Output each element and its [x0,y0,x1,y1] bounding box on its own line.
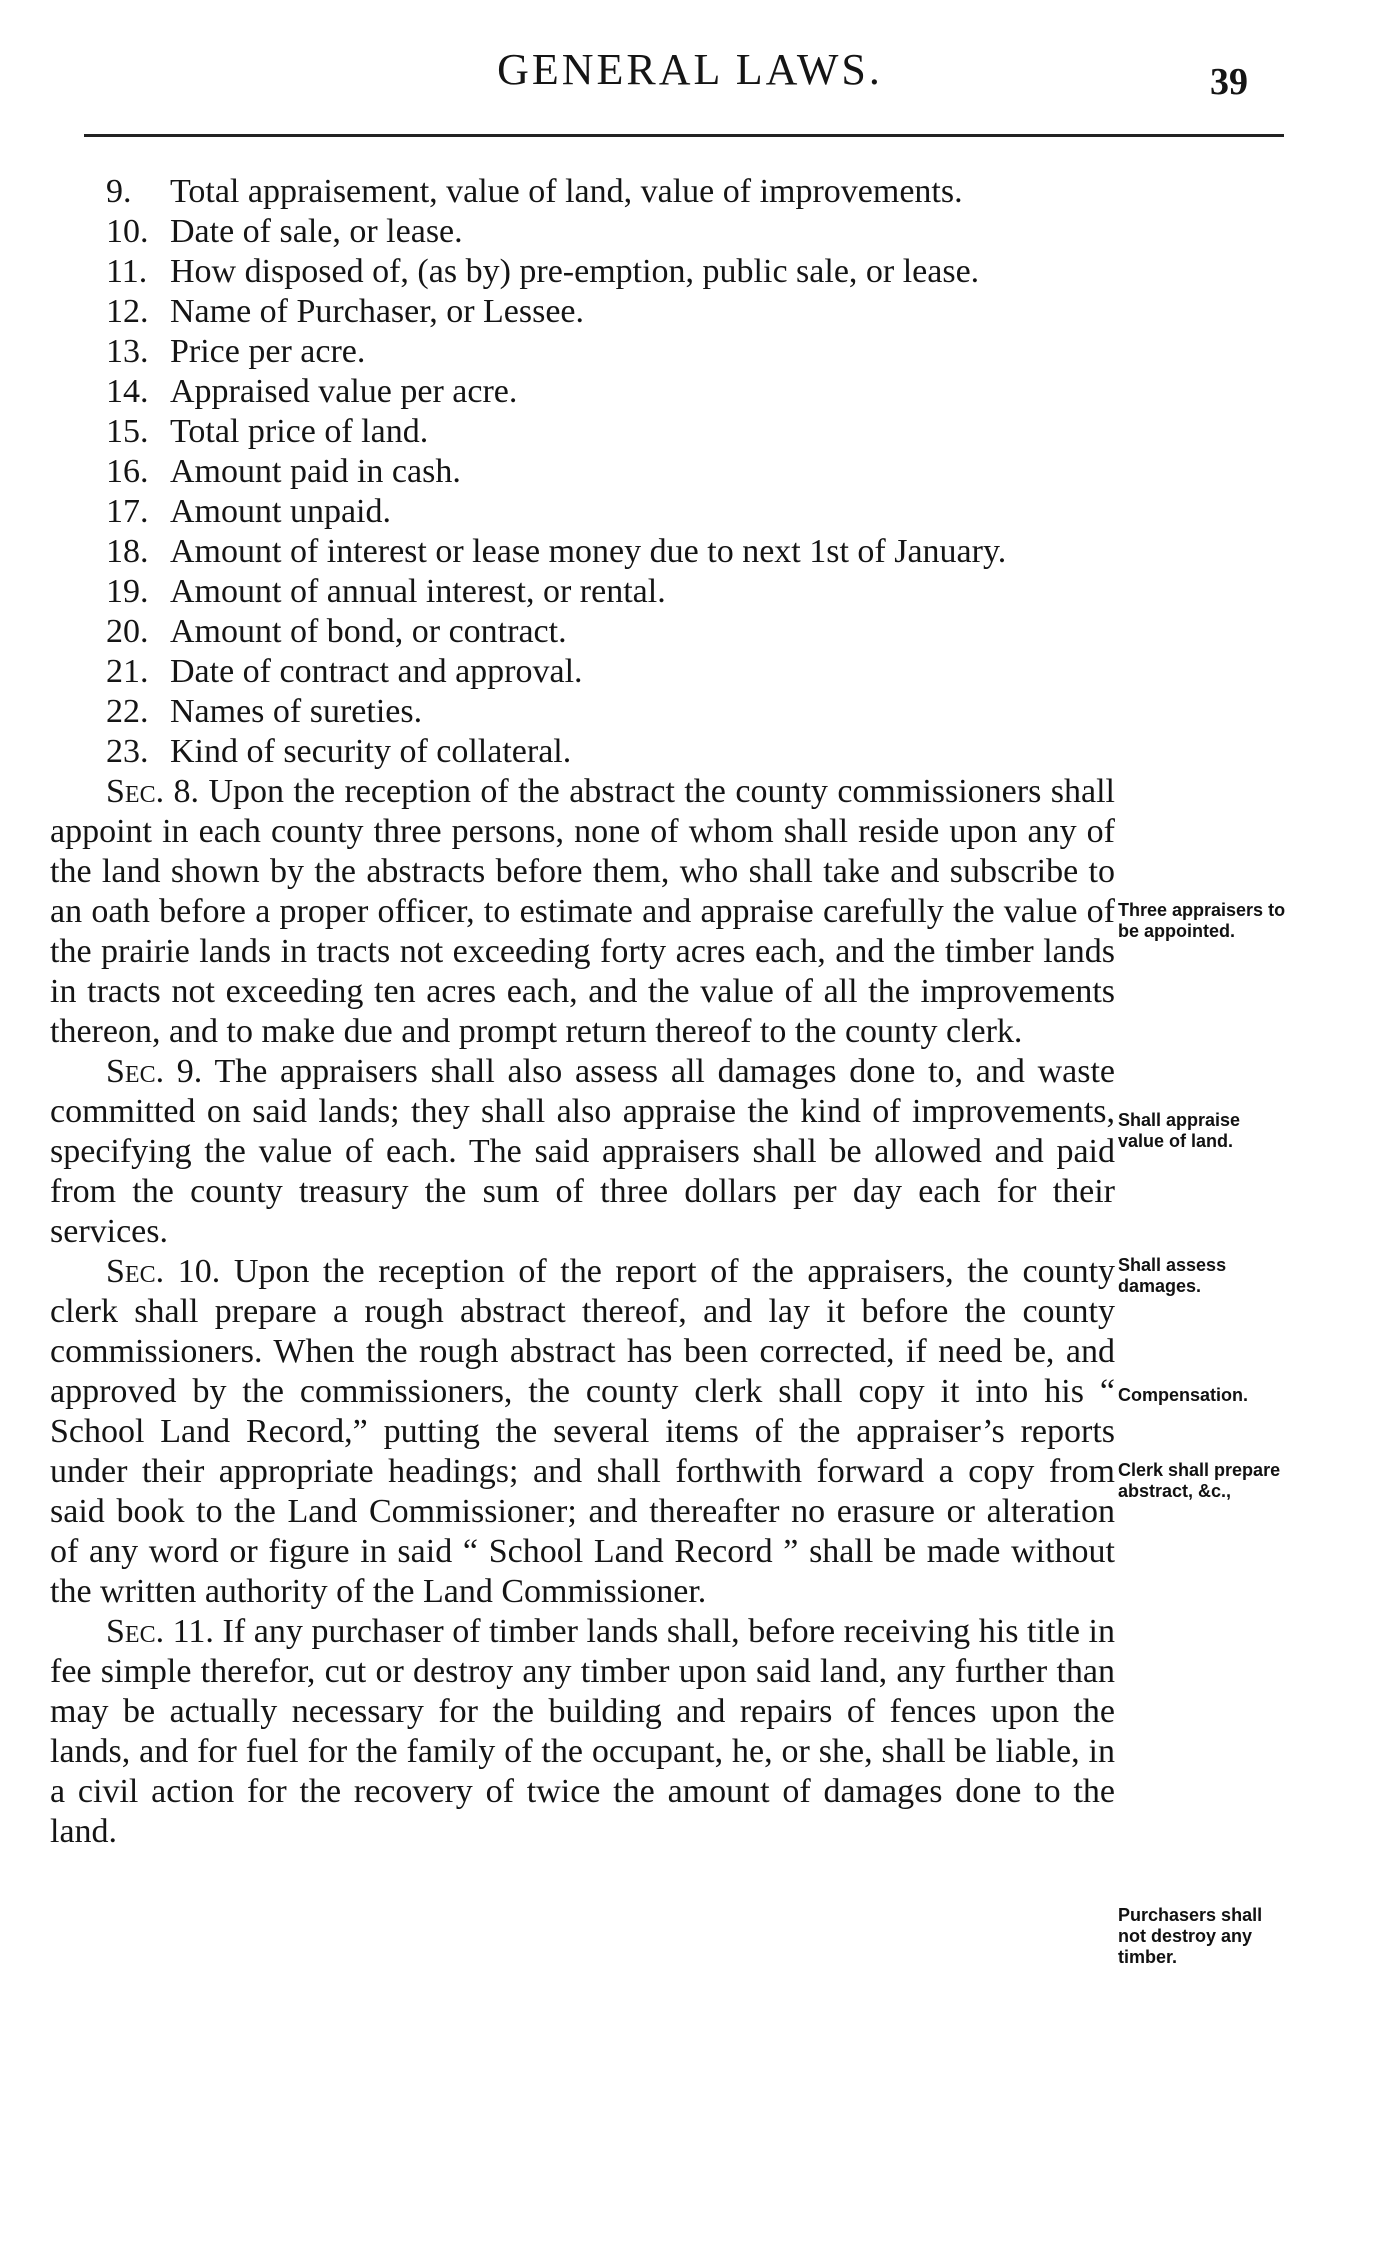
margin-note-appraisers: Three appraisers to be appointed. [1118,900,1286,941]
section-8-paragraph: Sec. 8. Upon the reception of the abstract the county commissioners shall appoint in each county three persons, none of whom shall reside upon any of the land shown by the abstracts before them, who shall take and subscribe to an oath before a proper officer, to estimate and appraise carefully the value of the prairie lands in tracts not exceeding forty acres each, and the timber lands in tracts not exceeding ten acres each, and the value of all the improvements thereon, and to make due and prompt return thereof to the county clerk. [50,773,1115,1050]
list-item: 14. Appraised value per acre. [106,373,518,410]
list-item: 15. Total price of land. [106,413,429,450]
running-title: GENERAL LAWS. [497,45,883,94]
list-item: 20. Amount of bond, or contract. [106,613,567,650]
list-item: 12. Name of Purchaser, or Lessee. [106,293,585,330]
margin-note-compensation: Compensation. [1118,1385,1249,1405]
list-item: 22. Names of sureties. [106,693,423,730]
list-item: 16. Amount paid in cash. [106,453,461,490]
list-item: 18. Amount of interest or lease money due to next 1st of January. [106,533,1007,570]
section-label: Sec. 9. [106,1053,203,1090]
margin-note-appraise-land: Shall appraise value of land. [1118,1110,1241,1151]
section-11-paragraph: Sec. 11. If any purchaser of timber lands shall, before receiving his title in fee simple therefor, cut or destroy any timber upon said land, any further than may be actually necessary for the building and repairs of fences upon the lands, and for fuel for the family of the occupant, he, or she, shall be liable, in a civil action for the recovery of twice the amount of damages done to the land. [50,1613,1115,1850]
list-item: 11. How disposed of, (as by) pre-emption, public sale, or lease. [106,253,980,290]
margin-note-timber: Purchasers shall not destroy any timber. [1118,1905,1263,1967]
section-10-paragraph: Sec. 10. Upon the reception of the report of the appraisers, the county clerk shall prepare a rough abstract thereof, and lay it before the county commissioners. When the rough abstract has been corrected, if need be, and approved by the commissioners, the county clerk shall copy it into his “ School Land Record,” putting the several items of the appraiser’s reports under their appropriate headings; and shall forthwith forward a copy from said book to the Land Commissioner; and thereafter no erasure or alteration of any word or figure in said “ School Land Record ” shall be made without the written authority of the Land Commissioner. [50,1253,1116,1610]
list-item: 10. Date of sale, or lease. [106,213,463,250]
list-item: 23. Kind of security of collateral. [106,733,572,770]
list-item: 17. Amount unpaid. [106,493,391,530]
margin-note-assess-damages: Shall assess damages. [1118,1255,1227,1296]
list-item: 21. Date of contract and approval. [106,653,583,690]
section-label: Sec. 8. [106,773,200,810]
margin-note-clerk-abstract: Clerk shall prepare abstract, &c., [1118,1460,1281,1501]
section-label: Sec. 11. [106,1613,214,1650]
list-item: 9. Total appraisement, value of land, value of improvements. [106,173,963,210]
abstract-items-list [50,172,1115,772]
page-number: 39 [1210,61,1248,103]
header-rule [84,134,1284,137]
section-9-paragraph: Sec. 9. The appraisers shall also assess all damages done to, and waste committed on said lands; they shall also appraise the kind of improvements, specifying the value of each. The said appraisers shall be allowed and paid from the county treasury the sum of three dollars per day each for their services. [50,1053,1115,1250]
body-text [50,172,1115,1852]
section-label: Sec. 10. [106,1253,221,1290]
list-item: 13. Price per acre. [106,333,366,370]
list-item: 19. Amount of annual interest, or rental. [106,573,666,610]
law-sections [50,772,1115,1852]
